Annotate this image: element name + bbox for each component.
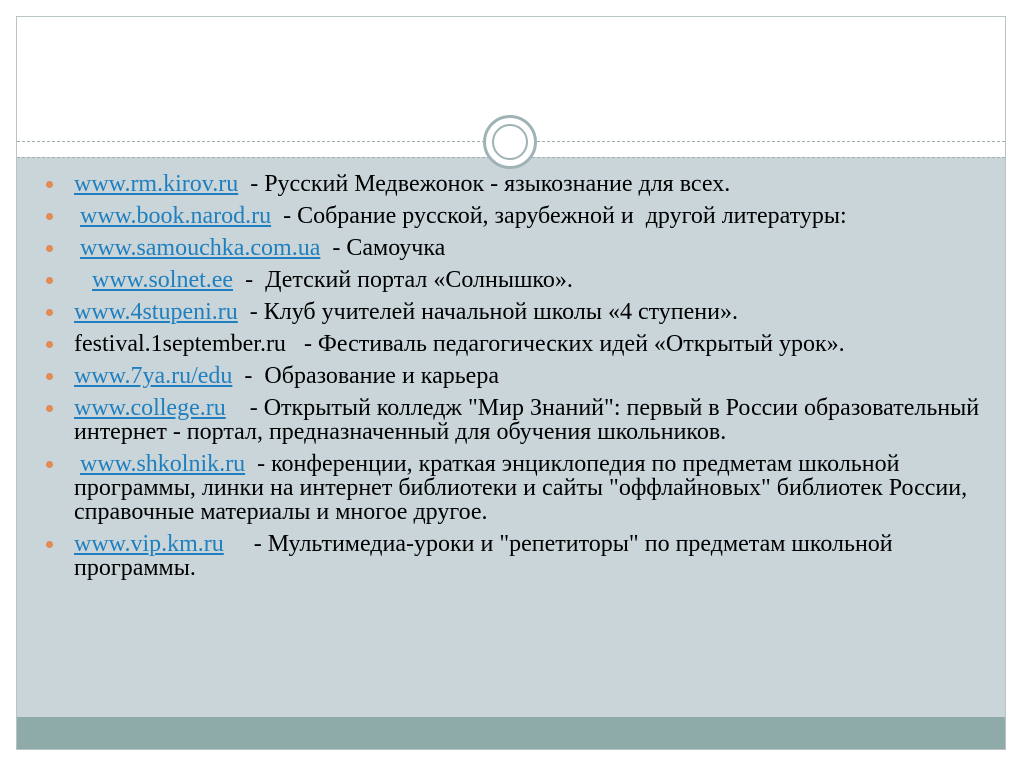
item-description: - Русский Медвежонок - языкознание для всех. xyxy=(238,171,731,197)
item-description: - Мультимедиа-уроки и "репетиторы" по предметам школьной программы. xyxy=(74,531,899,581)
item-link[interactable]: www.solnet.ee xyxy=(92,267,234,293)
item-description: - Самоучка xyxy=(320,235,446,261)
link-list xyxy=(40,171,986,588)
bullet-icon xyxy=(46,541,53,548)
bullet-icon xyxy=(46,341,53,348)
list-item xyxy=(40,172,980,196)
list-item xyxy=(40,268,980,292)
bullet-icon xyxy=(46,461,53,468)
list-item xyxy=(40,332,980,356)
item-description: - Фестиваль педагогических идей «Открытый урок». xyxy=(285,331,845,357)
list-item xyxy=(40,204,980,228)
list-item xyxy=(40,395,986,445)
item-link[interactable]: www.samouchka.com.ua xyxy=(80,235,321,261)
item-link[interactable]: www.book.narod.ru xyxy=(80,203,272,229)
item-link[interactable]: www.7ya.ru/edu xyxy=(74,363,233,389)
item-lead-space xyxy=(74,267,92,293)
list-item xyxy=(40,300,980,324)
bullet-icon xyxy=(46,245,53,252)
bullet-icon xyxy=(46,309,53,316)
item-link[interactable]: www.4stupeni.ru xyxy=(74,299,238,325)
circle-ornament-icon xyxy=(483,115,537,169)
item-link[interactable]: www.vip.km.ru xyxy=(74,531,224,557)
list-item xyxy=(40,532,980,580)
item-link[interactable]: www.shkolnik.ru xyxy=(80,451,246,477)
item-description: - Открытый колледж "Мир Знаний": первый в России образовательный интернет - портал, предназначенный для обучения школьников. xyxy=(74,395,986,445)
item-description: - Собрание русской, зарубежной и другой литературы: xyxy=(271,203,847,229)
item-description: - Образование и карьера xyxy=(232,363,499,389)
bullet-icon xyxy=(46,213,53,220)
list-item xyxy=(40,364,980,388)
item-description: - Клуб учителей начальной школы «4 ступени». xyxy=(237,299,738,325)
item-site-text: festival.1september.ru xyxy=(74,331,286,357)
bullet-icon xyxy=(46,181,53,188)
bullet-icon xyxy=(46,277,53,284)
bullet-icon xyxy=(46,405,53,412)
item-link[interactable]: www.college.ru xyxy=(74,395,226,421)
item-description: - Детский портал «Солнышко». xyxy=(233,267,573,293)
item-link[interactable]: www.rm.kirov.ru xyxy=(74,171,239,197)
bullet-icon xyxy=(46,373,53,380)
item-description: - конференции, краткая энциклопедия по предметам школьной программы, линки на интернет библиотеки и сайты "оффлайновых" библиотек России, справочные материалы и многое другое. xyxy=(74,451,974,525)
list-item xyxy=(40,452,980,524)
list-item xyxy=(40,236,980,260)
footer-bar xyxy=(17,717,1005,750)
circle-ornament-inner xyxy=(492,124,528,160)
